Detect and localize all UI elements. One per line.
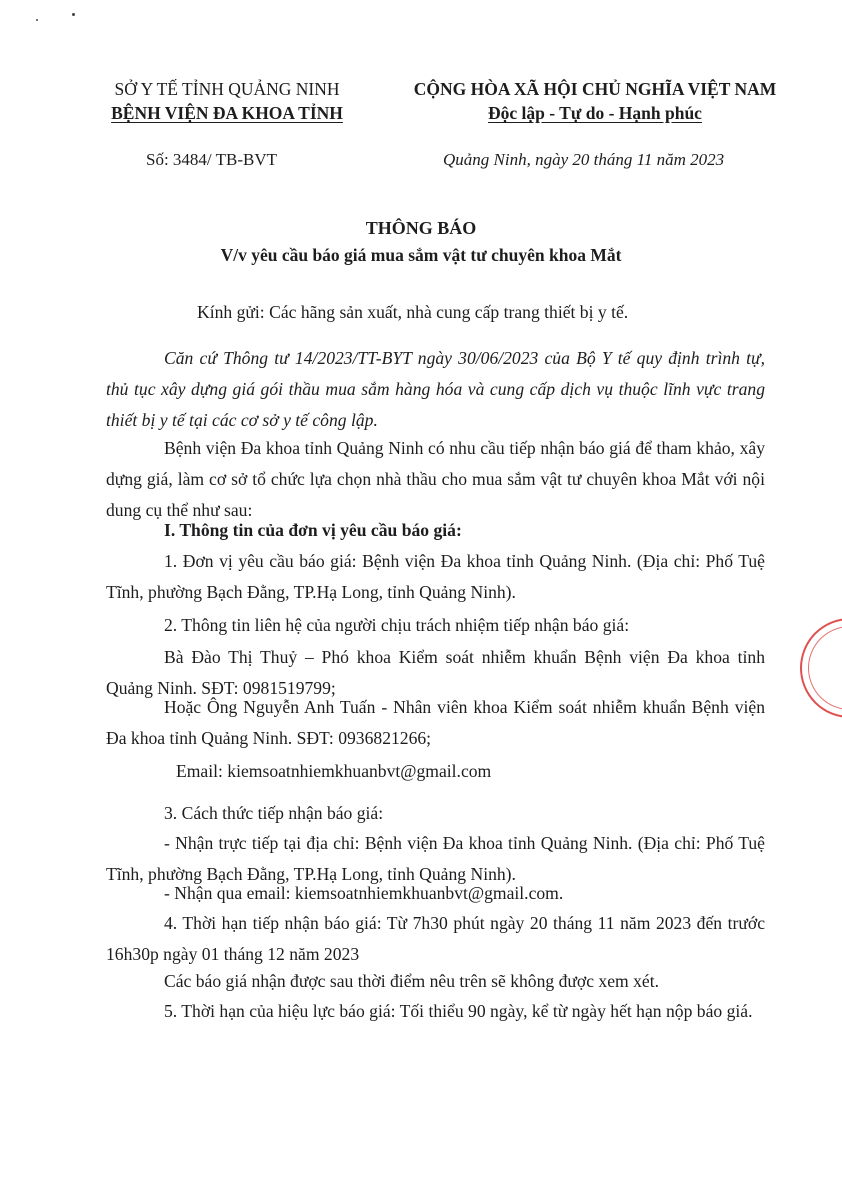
- scan-speck: [72, 13, 75, 16]
- document-subject: V/v yêu cầu báo giá mua sắm vật tư chuyên khoa Mắt: [220, 245, 622, 265]
- scan-speck: [36, 19, 38, 21]
- contact-person-2: Hoặc Ông Nguyễn Anh Tuấn - Nhân viên khoa Kiểm soát nhiễm khuẩn Bệnh viện Đa khoa tỉnh Quảng Ninh. SĐT: 0936821266;: [106, 697, 765, 748]
- national-motto-block: [380, 77, 810, 125]
- motto: [380, 101, 810, 125]
- item-contact-heading: 2. Thông tin liên hệ của người chịu trách nhiệm tiếp nhận báo giá:: [164, 615, 630, 635]
- recipient-line: Kính gửi: Các hãng sản xuất, nhà cung cấp trang thiết bị y tế.: [197, 302, 629, 322]
- motto-text: Độc lập - Tự do - Hạnh phúc: [488, 103, 702, 123]
- place-date: Quảng Ninh, ngày 20 tháng 11 năm 2023: [443, 150, 725, 169]
- contact-person-1: Bà Đào Thị Thuỷ – Phó khoa Kiểm soát nhiễm khuẩn Bệnh viện Đa khoa tỉnh Quảng Ninh. SĐT: 0981519799;: [106, 647, 765, 698]
- document-number: Số: 3484/ TB-BVT: [146, 150, 277, 169]
- official-seal: [800, 618, 842, 718]
- contact-email: Email: kiemsoatnhiemkhuanbvt@gmail.com: [176, 761, 492, 781]
- item-requesting-unit: 1. Đơn vị yêu cầu báo giá: Bệnh viện Đa khoa tỉnh Quảng Ninh. (Địa chỉ: Phố Tuệ Tĩnh, phường Bạch Đằng, TP.Hạ Long, tỉnh Quảng Ninh).: [106, 551, 765, 602]
- intro-paragraph: Bệnh viện Đa khoa tỉnh Quảng Ninh có nhu cầu tiếp nhận báo giá để tham khảo, xây dựng giá, làm cơ sở tổ chức lựa chọn nhà thầu cho mua sắm vật tư chuyên khoa Mắt với nội dung cụ thể như sau:: [106, 438, 765, 520]
- item-validity: 5. Thời hạn của hiệu lực báo giá: Tối thiểu 90 ngày, kể từ ngày hết hạn nộp báo giá.: [164, 1001, 753, 1021]
- national-name: CỘNG HÒA XÃ HỘI CHỦ NGHĨA VIỆT NAM: [413, 79, 777, 99]
- item-receiving-method: 3. Cách thức tiếp nhận báo giá:: [164, 803, 384, 823]
- section-heading: I. Thông tin của đơn vị yêu cầu báo giá:: [164, 520, 462, 540]
- receive-by-email: - Nhận qua email: kiemsoatnhiemkhuanbvt@gmail.com.: [164, 883, 564, 903]
- document-title: THÔNG BÁO: [365, 218, 477, 238]
- legal-basis: Căn cứ Thông tư 14/2023/TT-BYT ngày 30/06/2023 của Bộ Y tế quy định trình tự, thủ tục xây dựng giá gói thầu mua sắm hàng hóa và cung cấp dịch vụ thuộc lĩnh vực trang thiết bị y tế tại các cơ sở y tế công lập.: [106, 348, 765, 430]
- receive-in-person: - Nhận trực tiếp tại địa chỉ: Bệnh viện Đa khoa tỉnh Quảng Ninh. (Địa chỉ: Phố Tuệ Tĩnh, phường Bạch Đằng, TP.Hạ Long, tỉnh Quảng Ninh).: [106, 833, 765, 884]
- issuer-block: [92, 77, 362, 125]
- issuer-hospital-name: BỆNH VIỆN ĐA KHOA TỈNH: [111, 103, 343, 123]
- issuer-department: SỞ Y TẾ TỈNH QUẢNG NINH: [114, 79, 340, 99]
- item-deadline: 4. Thời hạn tiếp nhận báo giá: Từ 7h30 phút ngày 20 tháng 11 năm 2023 đến trước 16h30p ngày 01 tháng 12 năm 2023: [106, 913, 765, 964]
- issuer-hospital: [92, 101, 362, 125]
- deadline-note: Các báo giá nhận được sau thời điểm nêu trên sẽ không được xem xét.: [164, 971, 660, 991]
